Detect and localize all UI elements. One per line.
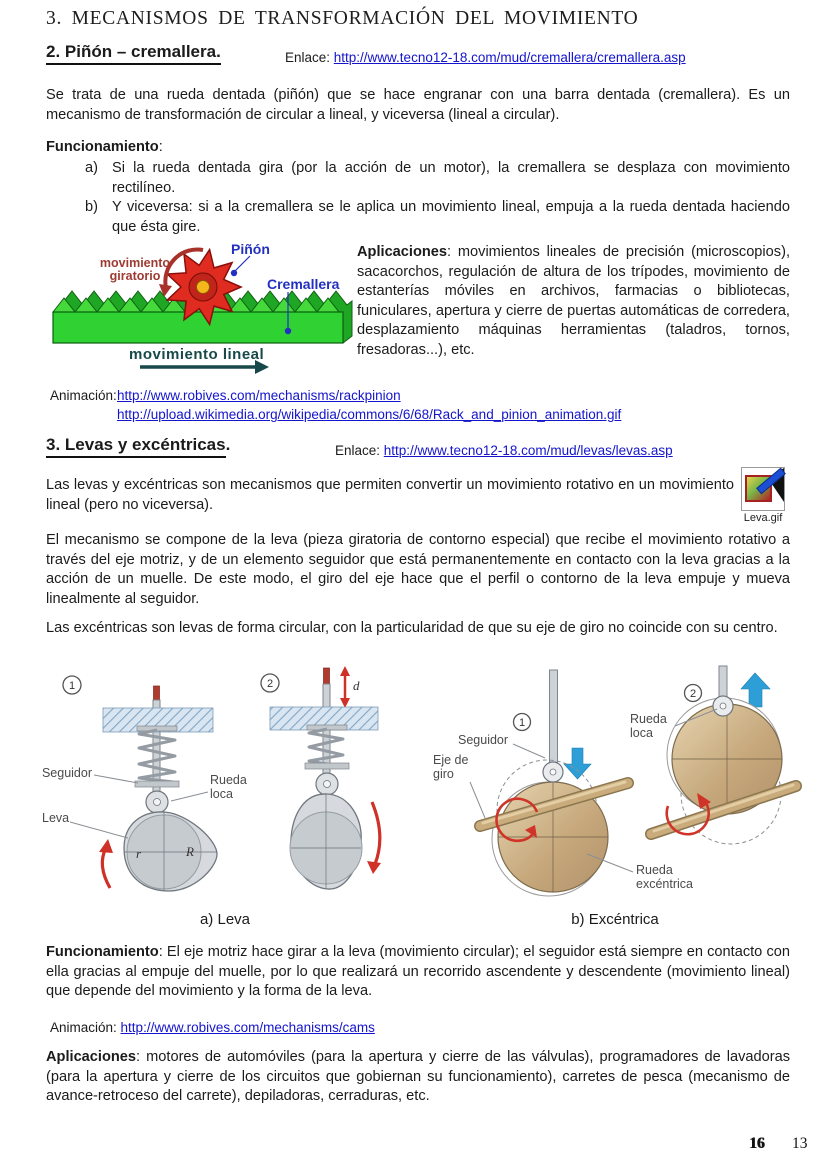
funcionamiento-text: : El eje motriz hace girar a la leva (movimiento circular); el seguidor está siempre en contacto con ella gracias al empuje del muelle, por lo que realizará un recorrido ascendente y descendente (movimiento lineal) que depende del movimiento y la forma de la leva. bbox=[46, 944, 790, 999]
radius-r: r bbox=[136, 846, 142, 861]
list-item-a bbox=[85, 159, 790, 198]
list-text-b: Y viceversa: si a la cremallera se le aplica un movimiento lineal, empuja a la rueda dentada haciendo que ésta gire. bbox=[112, 199, 790, 235]
section3-mecanismo: El mecanismo se compone de la leva (pieza giratoria de contorno especial) que recibe el movimiento rotativo a través del eje motriz, y de un elemento seguidor que está permanentemente en contacto con la leva gracias a la acción de un muelle. De este modo, el giro del eje hace que el perfil o contorno de la leva empuje y mueva linealmente al seguidor. bbox=[46, 532, 790, 607]
list-marker-a: a) bbox=[85, 160, 98, 176]
caption-leva: a) Leva bbox=[199, 911, 251, 928]
section3-animacion bbox=[50, 1018, 375, 1037]
pinion-leader bbox=[235, 256, 250, 271]
section3-heading: 3. Levas y excéntricas bbox=[46, 435, 226, 458]
section3-heading-period: . bbox=[225, 435, 231, 454]
section2-heading-row bbox=[46, 42, 221, 65]
section3-excentricas: Las excéntricas son levas de forma circular, con la particularidad de que su eje de giro no coincide con su centro. bbox=[46, 620, 778, 636]
page-number: 13 bbox=[792, 1135, 808, 1152]
section2-enlace-link[interactable]: http://www.tecno12-18.com/mud/cremallera/cremallera.asp bbox=[333, 50, 686, 65]
list-text-a: Si la rueda dentada gira (por la acción de un motor), la cremallera se desplaza con movimiento rectilíneo. bbox=[112, 160, 790, 196]
rotation-arrow-2 bbox=[372, 802, 380, 864]
section3-enlace-link[interactable]: http://www.tecno12-18.com/mud/levas/levas.asp bbox=[383, 443, 673, 458]
radius-R: R bbox=[186, 844, 194, 859]
seguidor-label-1: Seguidor bbox=[41, 766, 92, 780]
rack-dot bbox=[285, 328, 291, 334]
section3-enlace bbox=[335, 443, 673, 458]
follower-rod-1 bbox=[550, 670, 558, 766]
animacion-link-1[interactable]: http://www.robives.com/mechanisms/rackpinion bbox=[117, 388, 401, 403]
list-item-b bbox=[85, 198, 790, 237]
idler-axle-2 bbox=[324, 781, 331, 788]
section2-enlace bbox=[285, 50, 686, 65]
rueda-loca-leader-1 bbox=[171, 792, 208, 801]
section2-intro: Se trata de una rueda dentada (piñón) que se hace engranar con una barra dentada (cremallera). Es un mecanismo de transformación de circular a lineal, y viceversa (lineal a circular). bbox=[46, 87, 790, 123]
section3-intro: Las levas y excéntricas son mecanismos que permiten convertir un movimiento rotativo en un movimiento lineal (pero no viceversa). bbox=[46, 477, 734, 513]
rotation-arrowhead-1 bbox=[99, 839, 113, 853]
section3-funcionamiento bbox=[46, 943, 790, 1002]
d-arrowhead-down bbox=[340, 698, 350, 708]
section3-aplicaciones bbox=[46, 1048, 790, 1107]
section2-aplicaciones bbox=[357, 243, 790, 360]
idler-axle-2 bbox=[720, 703, 726, 709]
rueda-excentrica-label: Rueda excéntrica bbox=[636, 863, 693, 891]
rotary-line2: giratorio bbox=[109, 269, 161, 283]
down-arrow bbox=[564, 748, 591, 779]
badge-2-num: 2 bbox=[689, 688, 697, 700]
spring-bottom-plate-2 bbox=[305, 763, 349, 769]
seguidor-label: Seguidor bbox=[458, 733, 509, 747]
section2-heading: 2. Piñón – cremallera. bbox=[46, 42, 221, 65]
rotary-line1: movimiento bbox=[99, 256, 171, 270]
section2-funcionamiento-label bbox=[46, 139, 163, 155]
spring-bottom-plate-1 bbox=[135, 781, 179, 787]
rack-pinion-figure bbox=[45, 240, 357, 376]
pinion-dot bbox=[231, 270, 237, 276]
funcionamiento-word: Funcionamiento bbox=[46, 944, 159, 960]
badge-1-num: 1 bbox=[68, 680, 76, 692]
funcionamiento-colon: : bbox=[158, 139, 163, 155]
list-marker-b: b) bbox=[85, 199, 98, 215]
seguidor-leader-1 bbox=[94, 775, 138, 783]
gif-file-icon[interactable] bbox=[741, 467, 785, 511]
animacion-link-cams[interactable]: http://www.robives.com/mechanisms/cams bbox=[120, 1020, 375, 1035]
leva-leader bbox=[70, 822, 128, 838]
rack-face bbox=[53, 312, 343, 343]
d-arrowhead-up bbox=[340, 666, 350, 676]
badge-1-num: 1 bbox=[518, 717, 526, 729]
badge-2-num: 2 bbox=[266, 678, 274, 690]
rueda-loca-label: Rueda loca bbox=[630, 712, 667, 740]
section3-heading-row bbox=[46, 435, 230, 458]
aplicaciones-word: Aplicaciones bbox=[357, 244, 448, 260]
animacion-links bbox=[117, 386, 621, 424]
rotation-arrow-1 bbox=[102, 848, 110, 888]
enlace-label: Enlace: bbox=[285, 50, 334, 65]
animacion-label: Animación: bbox=[50, 388, 117, 403]
rotation-arrowhead-2 bbox=[367, 861, 381, 874]
aplicaciones-text: : motores de automóviles (para la apertura y cierre de las válvulas), programadores de lavadoras (para la apertura y cierre de los circuitos que gobiernan su funcionamiento), carretes de pesca (mecanismo de avance-retroceso del carrete), depiladoras, cerraduras, etc. bbox=[46, 1049, 790, 1104]
page-number-stamp: 16 bbox=[749, 1135, 765, 1152]
eje-giro-label: Eje de giro bbox=[433, 753, 469, 781]
funcionamiento-word: Funcionamiento bbox=[46, 139, 159, 155]
eccentric-illustration bbox=[425, 662, 810, 910]
rack-label: Cremallera bbox=[267, 276, 340, 292]
eccentric-figure bbox=[425, 662, 810, 910]
gif-filename: Leva.gif bbox=[743, 512, 783, 524]
pinion-label: Piñón bbox=[231, 241, 270, 257]
d-label: d bbox=[353, 678, 360, 693]
rueda-loca-label-1: Rueda loca bbox=[210, 773, 247, 801]
aplicaciones-text: : movimientos lineales de precisión (microscopios), sacacorchos, regulación de altura de los trípodes, movimiento de estanterías móviles en archivos, farmacias o bibliotecas, funiculares, apertura y cierre de puertas automáticas de corredera, desplazamiento máquinas herramientas (taladros, tornos, fresadoras...), etc. bbox=[357, 244, 790, 358]
animacion-label: Animación: bbox=[50, 1020, 121, 1035]
seguidor-leader bbox=[513, 744, 545, 758]
animacion-link-2[interactable]: http://upload.wikimedia.org/wikipedia/commons/6/68/Rack_and_pinion_animation.gif bbox=[117, 407, 622, 422]
leva-label: Leva bbox=[42, 811, 70, 825]
pinion-hub bbox=[197, 281, 210, 294]
idler-axle-1 bbox=[550, 769, 556, 775]
caption-excentrica: b) Excéntrica bbox=[571, 911, 659, 928]
linear-motion-label: movimiento lineal bbox=[129, 346, 265, 363]
enlace-label: Enlace: bbox=[335, 443, 384, 458]
cam-figure bbox=[40, 662, 425, 910]
aplicaciones-word: Aplicaciones bbox=[46, 1049, 137, 1065]
rotary-motion-label bbox=[91, 257, 179, 283]
eje-leader bbox=[470, 782, 485, 818]
idler-axle-1 bbox=[154, 799, 161, 806]
page-title: 3. MECANISMOS DE TRANSFORMACIÓN DEL MOVIMIENTO bbox=[46, 8, 639, 29]
